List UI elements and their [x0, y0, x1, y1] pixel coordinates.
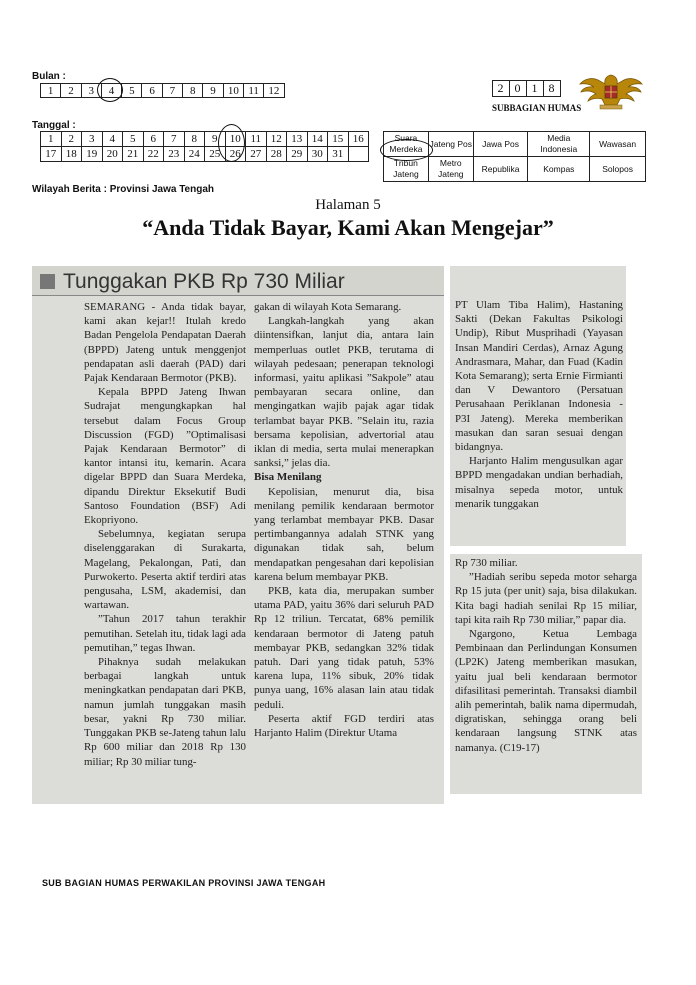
- media-cell: Kompas: [528, 157, 590, 182]
- wilayah-label: Wilayah Berita : Provinsi Jawa Tengah: [32, 184, 215, 195]
- org-label: SUBBAGIAN HUMAS: [492, 103, 582, 113]
- article-title-wrap: [40, 270, 345, 294]
- media-cell: Jateng Pos: [428, 132, 473, 157]
- title-square-icon: [40, 274, 55, 289]
- tanggal-cell: [348, 147, 369, 162]
- bulan-cell: 5: [122, 84, 142, 98]
- garuda-emblem-logo: [578, 70, 644, 110]
- media-cell: Wawasan: [590, 132, 646, 157]
- paragraph: SEMARANG - Anda tidak bayar, kami akan kejar!! Itulah kredo Badan Pengelola Pendapatan Daerah (BPPD) Jateng untuk menggenjot pendapatan asli daerah (PAD) dari Pajak Kendaraan Bermotor (PKB).: [84, 301, 246, 385]
- tanggal-cell: 17: [41, 147, 62, 162]
- paragraph: Kepolisian, menurut dia, bisa menilang pemilik kendaraan bermotor yang terlambat membayar PKB. Dasar pertimbangannya adalah STNK yang digunakan tidak sah, belum mendapatkan pengesahan dari kepolisian karena belum membayar PKB.: [254, 485, 434, 583]
- paragraph: ”Tahun 2017 tahun terakhir pemutihan. Setelah itu, tidak lagi ada pemutihan,” tegas Ihwan.: [84, 613, 246, 654]
- tanggal-cell: 27: [246, 147, 267, 162]
- bulan-cell-selected: 4: [101, 84, 121, 98]
- bulan-table: [40, 83, 285, 98]
- bulan-cell: 2: [61, 84, 81, 98]
- media-cell: Solopos: [590, 157, 646, 182]
- tanggal-cell: 21: [123, 147, 144, 162]
- bulan-cell: 6: [142, 84, 162, 98]
- tanggal-cell: 8: [184, 132, 205, 147]
- paragraph: Langkah-langkah yang akan diintensifkan, lanjut dia, antara lain memperluas outlet PKB, terutama di wilayah pedesaan; penerapan teknologi informasi, yaitu aplikasi ”Sakpole” atau pembayaran secara online, dan mengingatkan wajib pajak agar tidak terlambat bayar PKB. ”Selain itu, razia bersama kepolisian, advertorial atau iklan di media, serta mulai menerapkan sanksi,” jelas dia.: [254, 315, 434, 470]
- media-cell: Jawa Pos: [473, 132, 528, 157]
- paragraph: Peserta aktif FGD terdiri atas Harjanto Halim (Direktur Utama: [254, 712, 434, 740]
- bulan-cell: 7: [162, 84, 182, 98]
- paragraph: ”Hadiah seribu sepeda motor seharga Rp 15 juta (per unit) saja, bisa dilakukan. Kita bagi hadiah senilai Rp 15 miliar, tapi kita raih Rp 730 miliar,” papar dia.: [455, 571, 637, 626]
- tanggal-cell: 4: [102, 132, 123, 147]
- tanggal-cell: 5: [123, 132, 144, 147]
- tanggal-cell: 19: [82, 147, 103, 162]
- article-title: Tunggakan PKB Rp 730 Miliar: [63, 270, 345, 293]
- media-cell: Tribun Jateng: [384, 157, 429, 182]
- tanggal-cell: 1: [41, 132, 62, 147]
- tanggal-cell: 22: [143, 147, 164, 162]
- paragraph: gakan di wilayah Kota Semarang.: [254, 301, 402, 313]
- bulan-label: Bulan :: [32, 71, 66, 82]
- bulan-cell: 9: [203, 84, 223, 98]
- tanggal-cell: 24: [184, 147, 205, 162]
- tanggal-cell: 16: [348, 132, 369, 147]
- media-cell: Media Indonesia: [528, 132, 590, 157]
- bulan-cell: 8: [183, 84, 203, 98]
- paragraph: Kepala BPPD Jateng Ihwan Sudrajat mengungkapkan hal tersebut dalam Focus Group Discussion (FGD) ”Optimalisasi Pajak Kendaraan Bermotor” di kantor intansi itu, kemarin. Acara digelar BPPD dan Suara Merdeka, dipandu Direktur Eksekutif Budi Santoso Foundation (BSF) Adi Ekopriyono.: [84, 386, 246, 527]
- article-title-bar: [32, 266, 444, 296]
- tanggal-cell: 14: [307, 132, 328, 147]
- tanggal-cell: 30: [307, 147, 328, 162]
- paragraph: Harjanto Halim mengusulkan agar BPPD mengadakan undian berhadiah, misalnya sepeda motor, untuk menarik tunggakan: [455, 455, 623, 510]
- tanggal-cell: 23: [164, 147, 185, 162]
- paragraph: Rp 730 miliar.: [455, 557, 518, 569]
- tanggal-cell-selected: 10: [225, 132, 246, 147]
- media-cell-selected: Suara Merdeka: [384, 132, 429, 157]
- tanggal-cell: 26: [225, 147, 246, 162]
- year-digit: 2: [493, 81, 510, 97]
- bulan-cell: 10: [223, 84, 243, 98]
- tanggal-cell: 2: [61, 132, 82, 147]
- tanggal-cell: 13: [287, 132, 308, 147]
- article-column-3b: [455, 556, 637, 755]
- article-column-3a: [455, 298, 623, 511]
- bulan-cell: 12: [264, 84, 284, 98]
- tanggal-cell: 28: [266, 147, 287, 162]
- tanggal-selection-circle: [218, 124, 245, 162]
- tanggal-table: [40, 131, 369, 162]
- media-cell: Metro Jateng: [428, 157, 473, 182]
- paragraph: PT Ulam Tiba Halim), Hastaning Sakti (Dekan Fakultas Psikologi Undip), Ribut Musprihadi (Yayasan Insan Mandiri Cerdas), Arnaz Agung Andrasmara, Mahar, dan Fuad (Kadin Kota Semarang); serta Ernie Firmianti dan V Dewantoro (Persatuan Perusahaan Periklanan Indonesia - P3I Jateng). Mereka memberikan masukan dan saran sesuai dengan bidangnya.: [455, 299, 623, 454]
- year-digit: 1: [527, 81, 544, 97]
- paragraph: Pihaknya sudah melakukan berbagai langkah untuk meningkatkan pendapatan dari PKB, namun jumlah tunggakan masih besar, yakni Rp 730 miliar. Tunggakan PKB se-Jateng tahun lalu Rp 600 miliar dan 2018 Rp 130 miliar; Rp 30 miliar tung-: [84, 656, 246, 768]
- year-digit: 8: [544, 81, 561, 97]
- paragraph: PKB, kata dia, merupakan sumber utama PAD, yaitu 36% dari seluruh PAD Rp 12 triliun. Tercatat, 68% pemilik kendaraan bermotor di Jateng patuh membayar PKB, sedangkan 32% tidak patuh. Dari yang tidak patuh, 53% karena lupa, 11% sibuk, 20% tidak punya uang, 16% alasan lain atau tidak peduli.: [254, 585, 434, 711]
- footer: SUB BAGIAN HUMAS PERWAKILAN PROVINSI JAWA TENGAH: [42, 878, 326, 888]
- bulan-cell: 3: [81, 84, 101, 98]
- bulan-cell: 1: [41, 84, 61, 98]
- year-table: [492, 80, 561, 97]
- tanggal-cell: 12: [266, 132, 287, 147]
- tanggal-cell: 3: [82, 132, 103, 147]
- tanggal-cell: 29: [287, 147, 308, 162]
- tanggal-cell: 15: [328, 132, 349, 147]
- tanggal-cell: 6: [143, 132, 164, 147]
- headline: “Anda Tidak Bayar, Kami Akan Mengejar”: [142, 215, 554, 240]
- tanggal-cell: 25: [205, 147, 226, 162]
- article-column-1: [84, 300, 246, 769]
- paragraph: Sebelumnya, kegiatan serupa diselenggarakan di Surakarta, Magelang, Pekalongan, Pati, dan Purwokerto. Peserta aktif terdiri atas pengusaha, LSM, akademisi, dan wartawan.: [84, 528, 246, 612]
- paragraph: Ngargono, Ketua Lembaga Pembinaan dan Perlindungan Konsumen (LP2K) Jateng memberikan masukan, yaitu jual beli kendaraan bermotor difasilitasi pemerintah. Transaksi diambil alih pemerintah, balik nama dipermudah, digratiskan, sehingga orang beli kendaraan langsung STNK atas namanya. (C19-17): [455, 628, 637, 754]
- media-cell: Republika: [473, 157, 528, 182]
- tanggal-cell: 7: [164, 132, 185, 147]
- media-selection-circle: [380, 139, 433, 161]
- year-digit: 0: [510, 81, 527, 97]
- tanggal-label: Tanggal :: [32, 120, 76, 131]
- bulan-cell: 11: [243, 84, 263, 98]
- article-column-2: [254, 300, 434, 740]
- tanggal-cell: 11: [246, 132, 267, 147]
- page-label: Halaman 5: [315, 197, 381, 213]
- tanggal-cell: 20: [102, 147, 123, 162]
- bulan-selection-circle: [97, 78, 123, 102]
- tanggal-cell: 9: [205, 132, 226, 147]
- subheading: Bisa Menilang: [254, 471, 322, 484]
- tanggal-cell: 31: [328, 147, 349, 162]
- tanggal-cell: 18: [61, 147, 82, 162]
